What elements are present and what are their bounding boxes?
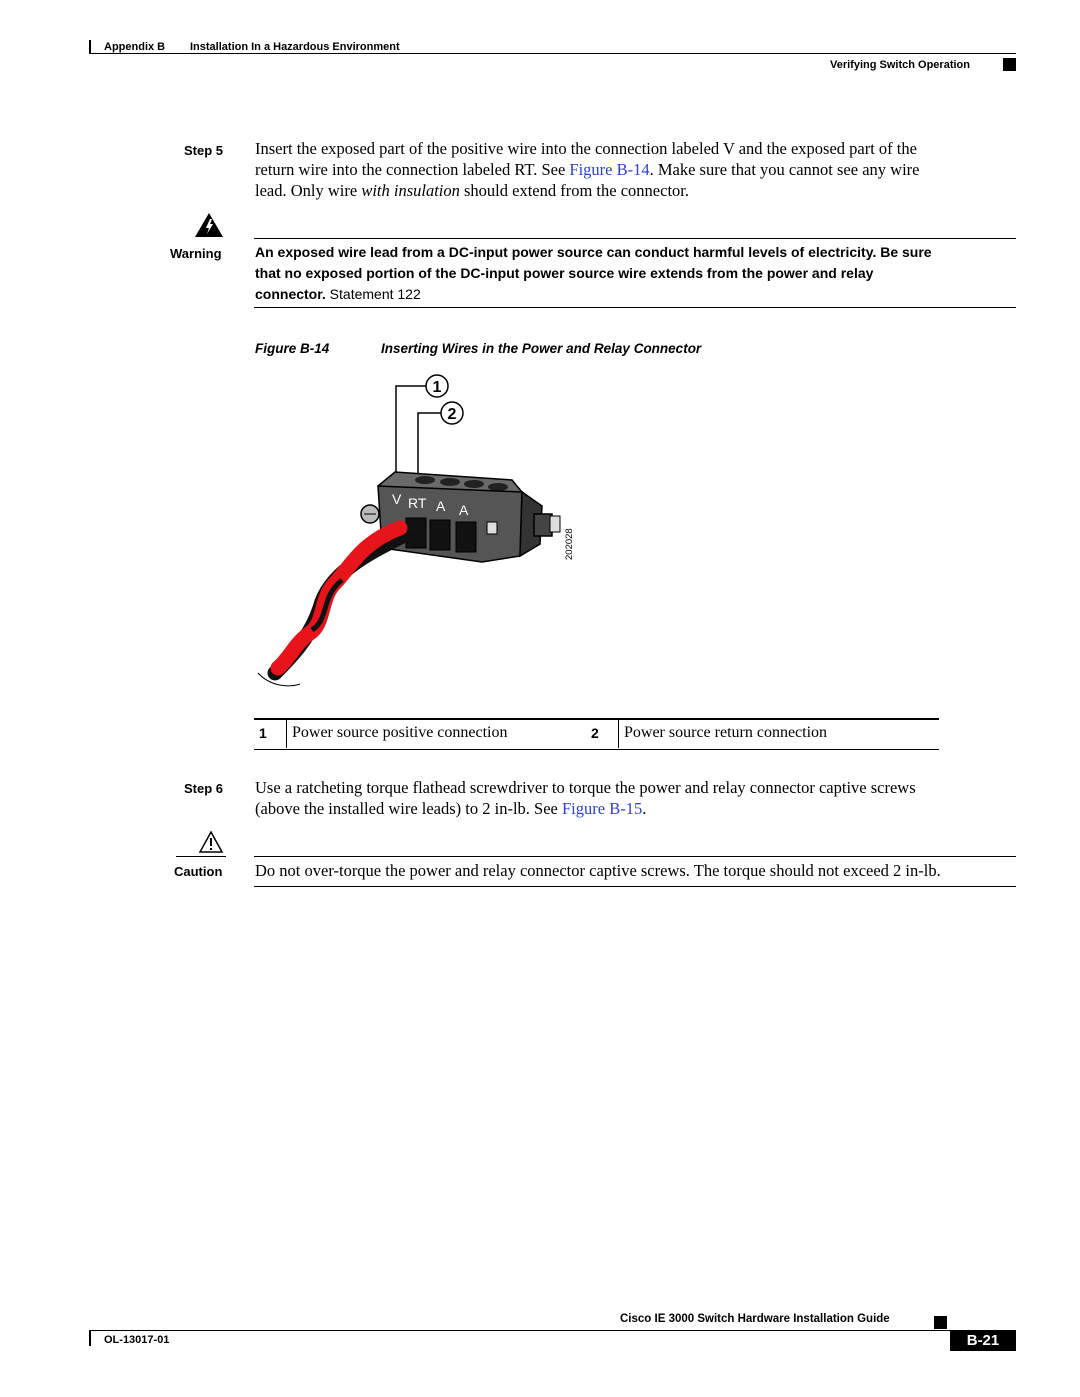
step5-line1: Insert the exposed part of the positive wire into the connection labeled V and the exposed part of the [255, 139, 917, 158]
header-section: Verifying Switch Operation [830, 59, 970, 71]
footer-left-bar [89, 1330, 91, 1346]
step5-label: Step 5 [184, 143, 224, 158]
legend-text-1: Power source positive connection [292, 724, 508, 741]
warning-top-rule [254, 238, 1016, 239]
legend-num-1: 1 [254, 718, 287, 748]
header-chapter: Installation In a Hazardous Environment [190, 41, 400, 53]
warning-icon [194, 212, 224, 238]
callout-2-text: 2 [447, 406, 457, 423]
warning-text: An exposed wire lead from a DC-input power source can conduct harmful levels of electricity. Be sure that no exposed portion of the DC-input power source wire extends from the power and relay connector. Statement 122 [255, 244, 932, 302]
figure-title: Inserting Wires in the Power and Relay Connector [381, 341, 702, 356]
caution-text: Do not over-torque the power and relay connector captive screws. The torque should not exceed 2 in-lb. [255, 861, 941, 880]
header-appendix: Appendix B [104, 41, 166, 53]
step5-line3: lead. Only wire with insulation should extend from the connector. [255, 181, 689, 200]
step5-text [255, 138, 1025, 201]
figure-b14-link[interactable]: Figure B-14 [569, 160, 650, 179]
footer-rule [89, 1330, 1016, 1331]
header-block [1003, 58, 1016, 71]
footer-page-number: B-21 [966, 1332, 1000, 1349]
caution-top-rule [254, 856, 1016, 857]
legend-table [254, 718, 939, 748]
connector-label-a2: A [459, 502, 469, 518]
step5-line2: return wire into the connection labeled RT. See Figure B-14. Make sure that you cannot see any wire [255, 160, 920, 179]
legend-num-2: 2 [577, 718, 619, 748]
connector-label-v: V [392, 491, 402, 507]
warning-label: Warning [170, 246, 222, 261]
figure-number: Figure B-14 [255, 341, 330, 356]
legend-row [254, 718, 939, 748]
figure-b15-link[interactable]: Figure B-15 [562, 799, 643, 818]
connector-label-rt: RT [408, 495, 427, 511]
warning-bottom-rule [254, 307, 1016, 308]
caution-bottom-rule [254, 886, 1016, 887]
step6-label: Step 6 [184, 781, 224, 796]
connector-label-a1: A [436, 498, 446, 514]
header-rule [89, 53, 1016, 54]
caution-label: Caution [174, 864, 223, 879]
art-id: 202028 [564, 528, 575, 560]
step6-text: Use a ratcheting torque flathead screwdriver to torque the power and relay connector captive screws (above the installed wire leads) to 2 in-lb. See Figure B-15. [255, 778, 916, 818]
header-left-bar [89, 40, 91, 54]
connector-illustration [250, 368, 590, 698]
caution-icon-rule [176, 856, 226, 857]
legend-text-2: Power source return connection [624, 724, 828, 741]
legend-bottom-rule [254, 749, 939, 750]
callout-1-text: 1 [432, 379, 442, 396]
footer-guide-title: Cisco IE 3000 Switch Hardware Installation Guide [620, 1313, 890, 1325]
footer-block [934, 1316, 947, 1329]
callout-1-leader [396, 386, 426, 486]
footer-doc-number: OL-13017-01 [104, 1334, 170, 1346]
caution-icon [198, 830, 224, 854]
